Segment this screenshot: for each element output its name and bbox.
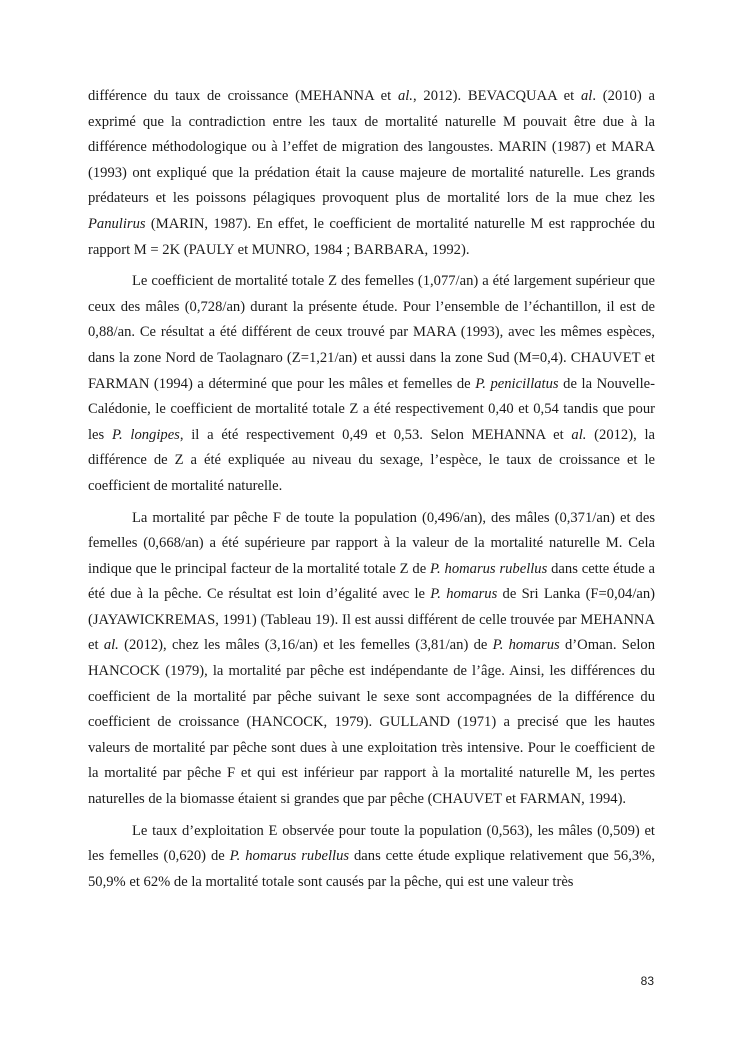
- text-run: (2012), la différence de Z a été expliquée au niveau du sexage, l’espèce, le taux de croissance et le coefficient de mortalité naturelle.: [88, 426, 655, 494]
- text-run: Le taux d’exploitation E observée pour toute la population (0,563), les mâles (0,509) et les femelles (0,620) de: [88, 822, 655, 865]
- text-run: dans cette étude a été due à la pêche. Ce résultat est loin d’égalité avec le: [88, 560, 656, 603]
- text-run: . (2010) a exprimé que la contradiction entre les taux de mortalité naturelle M pouvait être due à la différence méthodologique ou à l’effet de migration des langoustes. MARIN (1987) et MARA (1993) ont expliqué que la prédation était la cause majeure de mortalité naturelle. Les grands prédateurs et les poissons pélagiques provoquent plus de mortalité lors de la mue chez les: [88, 88, 655, 207]
- paragraph-4: [88, 819, 655, 896]
- text-run: de Sri Lanka (F=0,04/an) (JAYAWICKREMAS, 1991) (Tableau 19). Il est aussi différent de celle trouvée par MEHANNA et: [88, 586, 656, 654]
- text-run-italic: P. longipes: [111, 426, 180, 443]
- text-run: d’Oman. Selon HANCOCK (1979), la mortalité par pêche est indépendante de l’âge. Ainsi, les différences du coefficient de la mortalité par pêche suivant le sexe sont accompagnées de la différence du coefficient de croissance (HANCOCK, 1979). GULLAND (1971) a precisé que les hautes valeurs de mortalité par pêche sont dues à une exploitation très intensive. Pour le coefficient de la mortalité par pêche F et qui est inférieur par rapport à la mortalité naturelle M, les pertes naturelles de la biomasse étaient si grandes que par pêche (CHAUVET et FARMAN, 1994).: [88, 637, 656, 808]
- paragraph-3: [88, 506, 655, 813]
- text-run-italic: P. homarus: [492, 637, 560, 654]
- text-run: (2012), chez les mâles (3,16/an) et les femelles (3,81/an) de: [118, 637, 493, 654]
- text-run-italic: P. homarus rubellus: [229, 848, 350, 865]
- text-run: différence du taux de croissance (MEHANNA et: [88, 88, 398, 104]
- text-run: dans cette étude explique relativement que 56,3%, 50,9% et 62% de la mortalité totale sont causés par la pêche, qui est une valeur très: [88, 848, 655, 890]
- text-run-italic: al: [580, 88, 593, 104]
- text-run: de la Nouvelle-Calédonie, le coefficient de mortalité totale Z a été respectivement 0,40 et 0,54 tandis que pour les: [88, 375, 655, 443]
- paragraph-1: [88, 84, 655, 263]
- text-run: La mortalité par pêche F de toute la population (0,496/an), des mâles (0,371/an) et des femelles (0,668/an) a été supérieure par rapport à la valeur de la mortalité naturelle M. Cela indique que le principal facteur de la mortalité totale Z de: [88, 509, 655, 577]
- paragraph-2: [88, 269, 655, 499]
- text-run-italic: al.: [103, 637, 119, 654]
- text-run-italic: Panulirus: [88, 215, 146, 232]
- text-run: Le coefficient de mortalité totale Z des femelles (1,077/an) a été largement supérieur que ceux des mâles (0,728/an) durant la présente étude. Pour l’ensemble de l’échantillon, il est de 0,88/an. Ce résultat a été différent de ceux trouvé par MARA (1993), avec les mêmes espèces, dans la zone Nord de Taolagnaro (Z=1,21/an) et aussi dans la zone Sud (M=0,4). CHAUVET et FARMAN (1994) a déterminé que pour les mâles et femelles de: [88, 273, 655, 392]
- text-run: , il a été respectivement 0,49 et 0,53. Selon MEHANNA et: [179, 426, 572, 443]
- text-run: (MARIN, 1987). En effet, le coefficient de mortalité naturelle M est rapprochée du rapport M = 2K (PAULY et MUNRO, 1984 ; BARBARA, 1992).: [88, 215, 655, 258]
- text-run-italic: P. penicillatus: [475, 375, 559, 392]
- page-body: [88, 84, 655, 901]
- text-run-italic: P. homarus rubellus: [430, 560, 548, 577]
- text-run-italic: P. homarus: [430, 586, 498, 603]
- text-run-italic: al.: [397, 88, 413, 104]
- text-run-italic: al.: [571, 426, 587, 443]
- page-number: 83: [640, 974, 654, 988]
- text-run: , 2012). BEVACQUAA et: [412, 88, 581, 104]
